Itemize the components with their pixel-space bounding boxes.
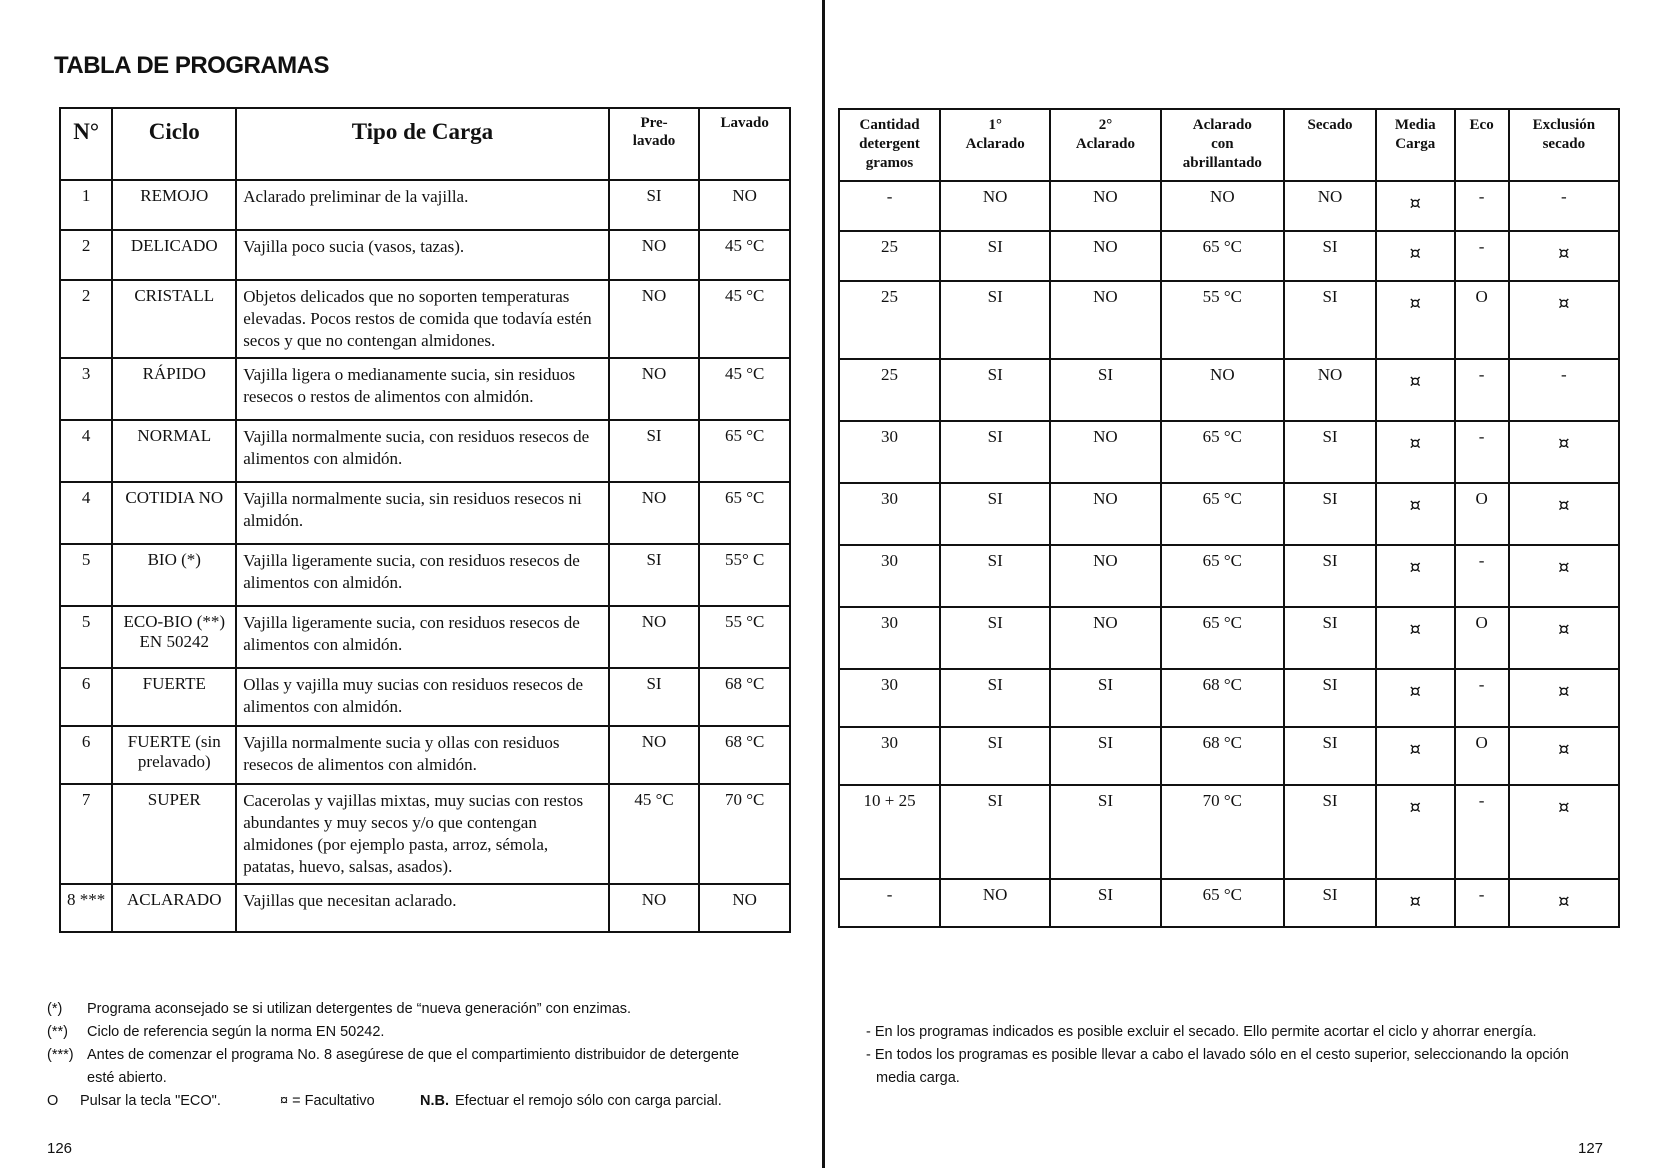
row-abrillantado: 65 °C [1161,231,1285,281]
table-row [839,421,1619,483]
row-secado: SI [1284,785,1376,879]
row-aclarado2: NO [1050,607,1160,669]
table-row [60,784,790,884]
header-aclarado2: 2° Aclarado [1050,109,1160,181]
row-lavado: 68 °C [699,726,790,784]
row-ciclo: CRISTALL [112,280,236,358]
row-eco: - [1455,785,1509,879]
footnotes-left [47,998,767,1113]
row-prelavado: NO [609,482,700,544]
row-secado: SI [1284,231,1376,281]
row-aclarado1: SI [940,231,1050,281]
row-aclarado2: SI [1050,359,1160,421]
header-num: N° [60,108,112,180]
row-tipo: Ollas y vajilla muy sucias con residuos resecos de alimentos con almidón. [236,668,609,726]
row-num: 3 [60,358,112,420]
table-row [839,879,1619,927]
facultativo-icon: ¤ [1558,739,1570,760]
row-ciclo: COTIDIA NO [112,482,236,544]
footnote-row [47,1044,767,1090]
row-cantidad: 30 [839,421,940,483]
row-eco: - [1455,359,1509,421]
row-num: 6 [60,668,112,726]
footnote-mark: (*) [47,1001,63,1017]
row-cantidad: 30 [839,727,940,785]
row-media-carga [1376,231,1455,281]
row-aclarado1: SI [940,785,1050,879]
eco-note: Pulsar la tecla "ECO". [80,1093,221,1109]
row-aclarado2: SI [1050,785,1160,879]
row-prelavado: NO [609,726,700,784]
facultativo-icon: ¤ [1558,433,1570,454]
row-tipo: Vajilla ligeramente sucia, con residuos resecos de alimentos con almidón. [236,606,609,668]
header-prelavado: Pre- lavado [609,108,700,180]
row-eco: - [1455,545,1509,607]
row-tipo: Vajillas que necesitan aclarado. [236,884,609,932]
table-row [60,420,790,482]
row-num: 4 [60,482,112,544]
row-exclusion [1509,727,1619,785]
row-aclarado2: NO [1050,181,1160,231]
nb-label: N.B. [420,1093,449,1109]
row-lavado: 68 °C [699,668,790,726]
table-row [839,181,1619,231]
row-tipo: Vajilla ligera o medianamente sucia, sin residuos resecos o restos de alimentos con almidón. [236,358,609,420]
row-prelavado: NO [609,884,700,932]
row-exclusion [1509,421,1619,483]
facultativo-icon: ¤ [1409,619,1421,640]
page-divider [822,0,825,1168]
table-row [60,358,790,420]
table-row [839,669,1619,727]
row-exclusion [1509,483,1619,545]
table-row [839,607,1619,669]
row-num: 4 [60,420,112,482]
row-secado: SI [1284,281,1376,359]
row-cantidad: 30 [839,669,940,727]
row-aclarado1: SI [940,545,1050,607]
row-abrillantado: 65 °C [1161,421,1285,483]
row-secado: SI [1284,483,1376,545]
table-row [839,483,1619,545]
row-aclarado1: SI [940,727,1050,785]
facultativo-icon: ¤ [1409,243,1421,264]
row-eco: - [1455,879,1509,927]
row-tipo: Objetos delicados que no soporten temperaturas elevadas. Pocos restos de comida que todavía estén secos y que no contengan almidones. [236,280,609,358]
table-row [60,668,790,726]
row-aclarado1: SI [940,607,1050,669]
row-media-carga [1376,545,1455,607]
header-aclarado1: 1° Aclarado [940,109,1050,181]
facultativo-icon: ¤ [1558,797,1570,818]
table-row [60,884,790,932]
page-number-left: 126 [47,1140,73,1157]
row-num: 8 *** [60,884,112,932]
facultativo-icon: ¤ [1409,433,1421,454]
header-exclusion: Exclusión secado [1509,109,1619,181]
row-aclarado2: NO [1050,421,1160,483]
row-secado: SI [1284,669,1376,727]
row-aclarado2: NO [1050,231,1160,281]
facultativo-icon: ¤ [1558,293,1570,314]
row-num: 6 [60,726,112,784]
row-ciclo: DELICADO [112,230,236,280]
row-ciclo: RÁPIDO [112,358,236,420]
row-aclarado2: SI [1050,727,1160,785]
row-aclarado1: NO [940,879,1050,927]
facultativo-icon: ¤ [1409,293,1421,314]
header-ciclo: Ciclo [112,108,236,180]
footnotes-right [866,1021,1606,1090]
row-ciclo: ACLARADO [112,884,236,932]
row-exclusion [1509,785,1619,879]
header-secado: Secado [1284,109,1376,181]
row-cantidad: - [839,181,940,231]
row-media-carga [1376,421,1455,483]
row-ciclo: NORMAL [112,420,236,482]
table-row [839,231,1619,281]
footnote-row [47,1021,767,1044]
row-exclusion: - [1509,181,1619,231]
row-media-carga [1376,483,1455,545]
row-aclarado1: SI [940,421,1050,483]
row-eco: O [1455,281,1509,359]
row-abrillantado: 65 °C [1161,879,1285,927]
header-media-carga: Media Carga [1376,109,1455,181]
row-ciclo: REMOJO [112,180,236,230]
table-row [839,785,1619,879]
table-row [839,545,1619,607]
row-cantidad: 30 [839,545,940,607]
header-eco: Eco [1455,109,1509,181]
row-aclarado1: SI [940,483,1050,545]
facultativo-icon: ¤ [1558,243,1570,264]
row-ciclo: ECO-BIO (**) EN 50242 [112,606,236,668]
row-num: 1 [60,180,112,230]
row-abrillantado: 65 °C [1161,483,1285,545]
row-tipo: Vajilla normalmente sucia y ollas con residuos resecos de alimentos con almidón. [236,726,609,784]
row-tipo: Vajilla normalmente sucia, sin residuos resecos ni almidón. [236,482,609,544]
row-prelavado: 45 °C [609,784,700,884]
row-aclarado1: SI [940,359,1050,421]
table-row [60,280,790,358]
row-tipo: Cacerolas y vajillas mixtas, muy sucias con restos abundantes y muy secos y/o que contengan almidones (por ejemplo pasta, arroz, sémola, patatas, huevo, salsas, asados). [236,784,609,884]
row-exclusion [1509,545,1619,607]
row-eco: - [1455,181,1509,231]
row-num: 7 [60,784,112,884]
row-secado: SI [1284,421,1376,483]
table-row [60,544,790,606]
facultativo-icon: ¤ [1558,557,1570,578]
row-abrillantado: 70 °C [1161,785,1285,879]
facultativo-icon: ¤ [1409,495,1421,516]
row-lavado: 45 °C [699,358,790,420]
programs-table-left [59,107,791,933]
footnote-text: Programa aconsejado se si utilizan detergentes de “nueva generación” con enzimas. [87,1001,632,1017]
row-cantidad: 10 + 25 [839,785,940,879]
table-row [60,606,790,668]
table-row [60,180,790,230]
row-media-carga [1376,607,1455,669]
row-secado: NO [1284,181,1376,231]
row-prelavado: NO [609,230,700,280]
table-row [60,482,790,544]
row-media-carga [1376,281,1455,359]
table-row [839,359,1619,421]
row-exclusion [1509,231,1619,281]
page-number-right: 127 [1578,1140,1604,1157]
row-media-carga [1376,669,1455,727]
row-cantidad: 25 [839,281,940,359]
row-exclusion [1509,607,1619,669]
row-abrillantado: 68 °C [1161,669,1285,727]
row-prelavado: SI [609,544,700,606]
row-aclarado1: NO [940,181,1050,231]
row-prelavado: NO [609,358,700,420]
row-lavado: NO [699,884,790,932]
facultativo-icon: ¤ [1558,681,1570,702]
header-lavado: Lavado [699,108,790,180]
row-eco: - [1455,669,1509,727]
row-lavado: NO [699,180,790,230]
footnote-text: Ciclo de referencia según la norma EN 50242. [87,1024,385,1040]
row-cantidad: 30 [839,607,940,669]
table-row [60,726,790,784]
row-secado: SI [1284,545,1376,607]
row-tipo: Aclarado preliminar de la vajilla. [236,180,609,230]
row-ciclo: SUPER [112,784,236,884]
facultativo-icon: ¤ [1409,557,1421,578]
row-prelavado: NO [609,606,700,668]
row-exclusion [1509,879,1619,927]
row-cantidad: 25 [839,231,940,281]
row-secado: SI [1284,727,1376,785]
facultativo-icon: ¤ [1409,739,1421,760]
footnote-text: Antes de comenzar el programa No. 8 asegúrese de que el compartimiento distribuidor de detergente esté abierto. [87,1047,740,1086]
header-cantidad: Cantidad detergent gramos [839,109,940,181]
row-aclarado2: NO [1050,281,1160,359]
facultativo-icon: ¤ [1558,619,1570,640]
footnote-mark: (**) [47,1024,68,1040]
row-ciclo: FUERTE [112,668,236,726]
row-lavado: 70 °C [699,784,790,884]
row-eco: - [1455,421,1509,483]
facultativo-icon: ¤ [1558,891,1570,912]
row-abrillantado: NO [1161,359,1285,421]
row-aclarado1: SI [940,669,1050,727]
row-abrillantado: 55 °C [1161,281,1285,359]
row-lavado: 55 °C [699,606,790,668]
row-eco: O [1455,483,1509,545]
row-tipo: Vajilla normalmente sucia, con residuos resecos de alimentos con almidón. [236,420,609,482]
row-abrillantado: 65 °C [1161,545,1285,607]
row-num: 2 [60,280,112,358]
row-prelavado: NO [609,280,700,358]
header-tipo: Tipo de Carga [236,108,609,180]
row-media-carga [1376,785,1455,879]
table-row [839,727,1619,785]
footnote-mark: O [47,1093,59,1109]
row-prelavado: SI [609,668,700,726]
facultativo-icon: ¤ [1409,891,1421,912]
row-cantidad: - [839,879,940,927]
row-lavado: 55° C [699,544,790,606]
row-ciclo: BIO (*) [112,544,236,606]
row-secado: SI [1284,607,1376,669]
programs-table-right [838,108,1620,928]
footnote-mark: (***) [47,1047,74,1063]
row-prelavado: SI [609,420,700,482]
row-media-carga [1376,727,1455,785]
row-lavado: 45 °C [699,230,790,280]
row-aclarado2: SI [1050,879,1160,927]
row-cantidad: 25 [839,359,940,421]
row-lavado: 45 °C [699,280,790,358]
row-aclarado2: NO [1050,483,1160,545]
row-eco: - [1455,231,1509,281]
row-num: 5 [60,606,112,668]
row-num: 5 [60,544,112,606]
row-abrillantado: 65 °C [1161,607,1285,669]
facultativo-icon: ¤ [1409,797,1421,818]
nb-note: Efectuar el remojo sólo con carga parcial. [455,1093,722,1109]
table-row [839,281,1619,359]
row-ciclo: FUERTE (sin prelavado) [112,726,236,784]
row-aclarado1: SI [940,281,1050,359]
row-lavado: 65 °C [699,420,790,482]
table-row [60,230,790,280]
row-abrillantado: 68 °C [1161,727,1285,785]
row-media-carga [1376,879,1455,927]
row-aclarado2: NO [1050,545,1160,607]
row-media-carga [1376,359,1455,421]
footnote-row [47,1090,767,1113]
row-num: 2 [60,230,112,280]
row-exclusion [1509,669,1619,727]
note-item: - En todos los programas es posible llevar a cabo el lavado sólo en el cesto superior, seleccionando la opción media carga. [866,1047,1569,1086]
row-tipo: Vajilla ligeramente sucia, con residuos resecos de alimentos con almidón. [236,544,609,606]
row-cantidad: 30 [839,483,940,545]
row-prelavado: SI [609,180,700,230]
row-lavado: 65 °C [699,482,790,544]
header-abrillantado: Aclarado con abrillantado [1161,109,1285,181]
row-eco: O [1455,727,1509,785]
facultativo-icon: ¤ [1558,495,1570,516]
footnote-row [47,998,767,1021]
row-secado: NO [1284,359,1376,421]
row-tipo: Vajilla poco sucia (vasos, tazas). [236,230,609,280]
row-abrillantado: NO [1161,181,1285,231]
row-exclusion [1509,281,1619,359]
note-item: - En los programas indicados es posible excluir el secado. Ello permite acortar el ciclo y ahorrar energía. [866,1024,1537,1040]
row-eco: O [1455,607,1509,669]
facultativo-icon: ¤ [1409,193,1421,214]
facultativo-icon: ¤ [1409,371,1421,392]
facultativo-note: ¤ = Facultativo [280,1093,375,1109]
facultativo-icon: ¤ [1409,681,1421,702]
row-secado: SI [1284,879,1376,927]
page-title: TABLA DE PROGRAMAS [54,52,329,79]
row-exclusion: - [1509,359,1619,421]
row-aclarado2: SI [1050,669,1160,727]
row-media-carga [1376,181,1455,231]
